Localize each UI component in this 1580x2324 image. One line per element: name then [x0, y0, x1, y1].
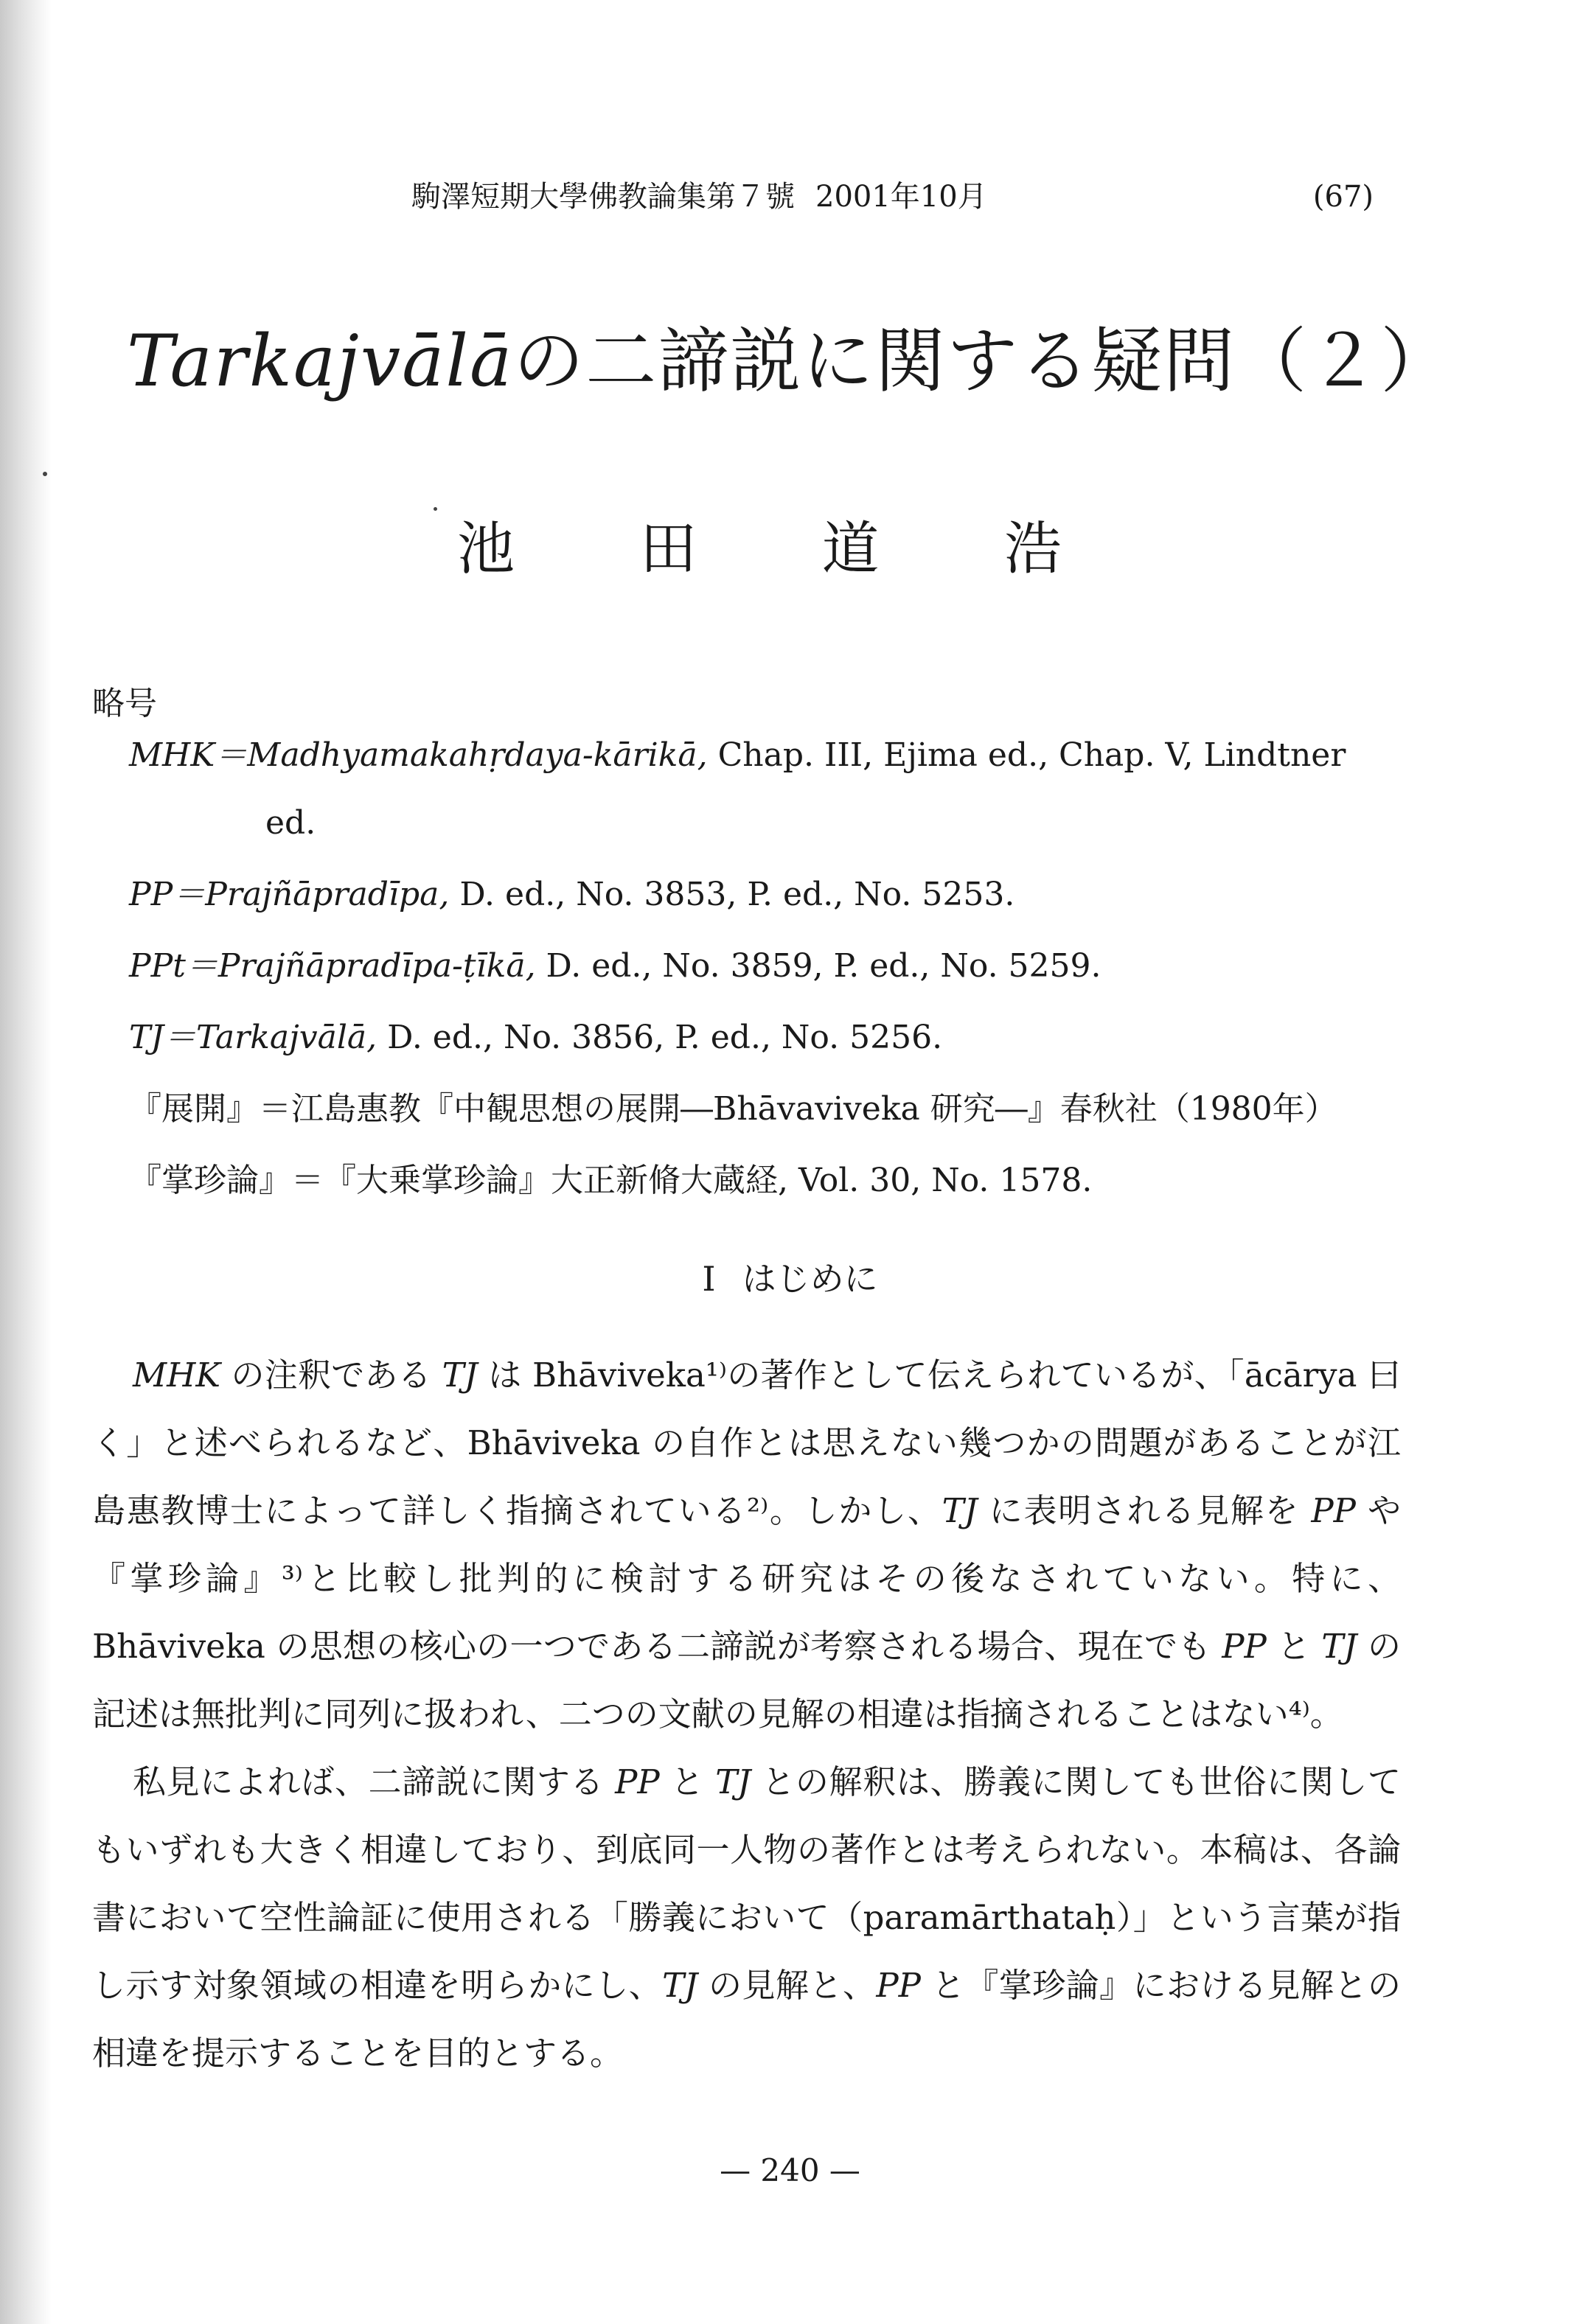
abbr-code: PP＝: [129, 876, 206, 913]
footer-page-number: — 240 —: [720, 2152, 860, 2188]
text-run: との解釈は、勝義に関しても世俗に関してもいずれも大きく相違しており、到底同一人物の著作とは考えられない。本稿は、各論書において空性論証に使用される「勝義において（paramārthataḥ）」という言葉が指し示す対象領域の相違を明らかにし、: [92, 1762, 1401, 2005]
italic-run: TJ: [942, 1491, 978, 1530]
title-rest: の二諦説に関する疑問（２）: [513, 320, 1453, 402]
italic-run: PP: [1222, 1627, 1267, 1666]
abbreviations-list: [129, 737, 1397, 1234]
text-run: と『掌珍論』における見解との相違を提示することを目的とする。: [92, 1966, 1401, 2073]
journal-name: 駒澤短期大學佛教論集第７號: [411, 180, 795, 214]
abbr-detail: D. ed., No. 3856, P. ed., No. 5256.: [377, 1019, 943, 1056]
author-char: 池: [457, 516, 515, 582]
section-heading: [0, 1253, 1580, 1305]
abbr-work: Prajñāpradīpa-ṭīkā,: [217, 947, 536, 985]
title-italic: Tarkajvālā: [127, 320, 514, 402]
scan-speck: [43, 472, 47, 476]
italic-run: MHK: [133, 1355, 220, 1395]
abbr-work: Madhyamakahṛdaya-kārikā,: [247, 736, 708, 774]
italic-run: PP: [1311, 1491, 1356, 1530]
abbreviation-item: [129, 1091, 1397, 1128]
italic-run: TJ: [715, 1762, 751, 1801]
abbr-detail: D. ed., No. 3853, P. ed., No. 5253.: [449, 876, 1015, 913]
abbr-detail: 『展開』＝江島惠教『中観思想の展開―Bhāvaviveka 研究―』春秋社（1980年）: [129, 1090, 1337, 1128]
text-run: は Bhāviveka¹⁾の著作として伝えられているが、「ācārya 曰く」と述べられるなど、Bhāviveka の自作とは思えない幾つかの問題があることが江島惠教博士によって詳しく指摘されている²⁾。しかし、: [92, 1355, 1401, 1530]
text-run: の記述は無批判に同列に扱われ、二つの文献の見解の相違は指摘されることはない⁴⁾。: [92, 1627, 1401, 1734]
abbreviation-item: [129, 737, 1397, 842]
scan-edge-shadow: [0, 0, 52, 2324]
abbr-code: PPt＝: [129, 947, 218, 985]
header-page-number: (67): [1312, 180, 1374, 214]
abbr-work: Tarkajvālā,: [196, 1019, 377, 1056]
abbr-detail: 『掌珍論』＝『大乗掌珍論』大正新脩大蔵経, Vol. 30, No. 1578.: [129, 1162, 1093, 1199]
italic-run: PP: [876, 1966, 921, 2005]
abbreviations-heading: 略号: [92, 685, 157, 722]
body-text: [92, 1341, 1401, 2087]
scan-speck: [434, 507, 437, 511]
text-run: と: [659, 1762, 716, 1801]
text-run: 私見によれば、二諦説に関する: [133, 1762, 616, 1801]
author-char: 浩: [1003, 516, 1062, 582]
section-number: I: [702, 1259, 716, 1299]
text-run: と: [1266, 1627, 1322, 1666]
abbreviation-item: [129, 1162, 1397, 1199]
italic-run: TJ: [662, 1966, 698, 2005]
text-run: の注釈である: [220, 1355, 442, 1395]
journal-info: [411, 171, 1008, 223]
paragraph: [92, 1748, 1401, 2087]
text-run: や『掌珍論』³⁾と比較し批判的に検討する研究はその後なされていない。特に、Bhāviveka の思想の核心の一つである二諦説が考察される場合、現在でも: [92, 1491, 1402, 1666]
italic-run: PP: [615, 1762, 660, 1801]
abbr-continuation: ed.: [265, 804, 316, 842]
text-run: に表明される見解を: [977, 1491, 1312, 1530]
abbr-detail: D. ed., No. 3859, P. ed., No. 5259.: [535, 947, 1102, 985]
abbr-code: MHK＝: [129, 736, 248, 774]
paragraph: [92, 1341, 1401, 1748]
issue-date: 2001年10月: [815, 180, 987, 214]
abbr-work: Prajñāpradīpa,: [205, 876, 450, 913]
text-run: の見解と、: [697, 1966, 877, 2005]
author-name: [457, 509, 1062, 590]
abbr-detail: Chap. III, Ejima ed., Chap. V, Lindtner: [707, 736, 1346, 774]
author-char: 田: [639, 516, 697, 582]
italic-run: TJ: [1321, 1627, 1357, 1666]
section-title: はじめに: [742, 1259, 878, 1299]
abbreviation-item: [129, 876, 1397, 913]
abbreviation-item: [129, 1019, 1397, 1056]
abbr-code: TJ＝: [129, 1019, 196, 1056]
italic-run: TJ: [442, 1355, 478, 1395]
running-header: [0, 171, 1580, 223]
paper-title: [127, 310, 1452, 413]
abbreviation-item: [129, 948, 1397, 985]
author-char: 道: [821, 516, 880, 582]
